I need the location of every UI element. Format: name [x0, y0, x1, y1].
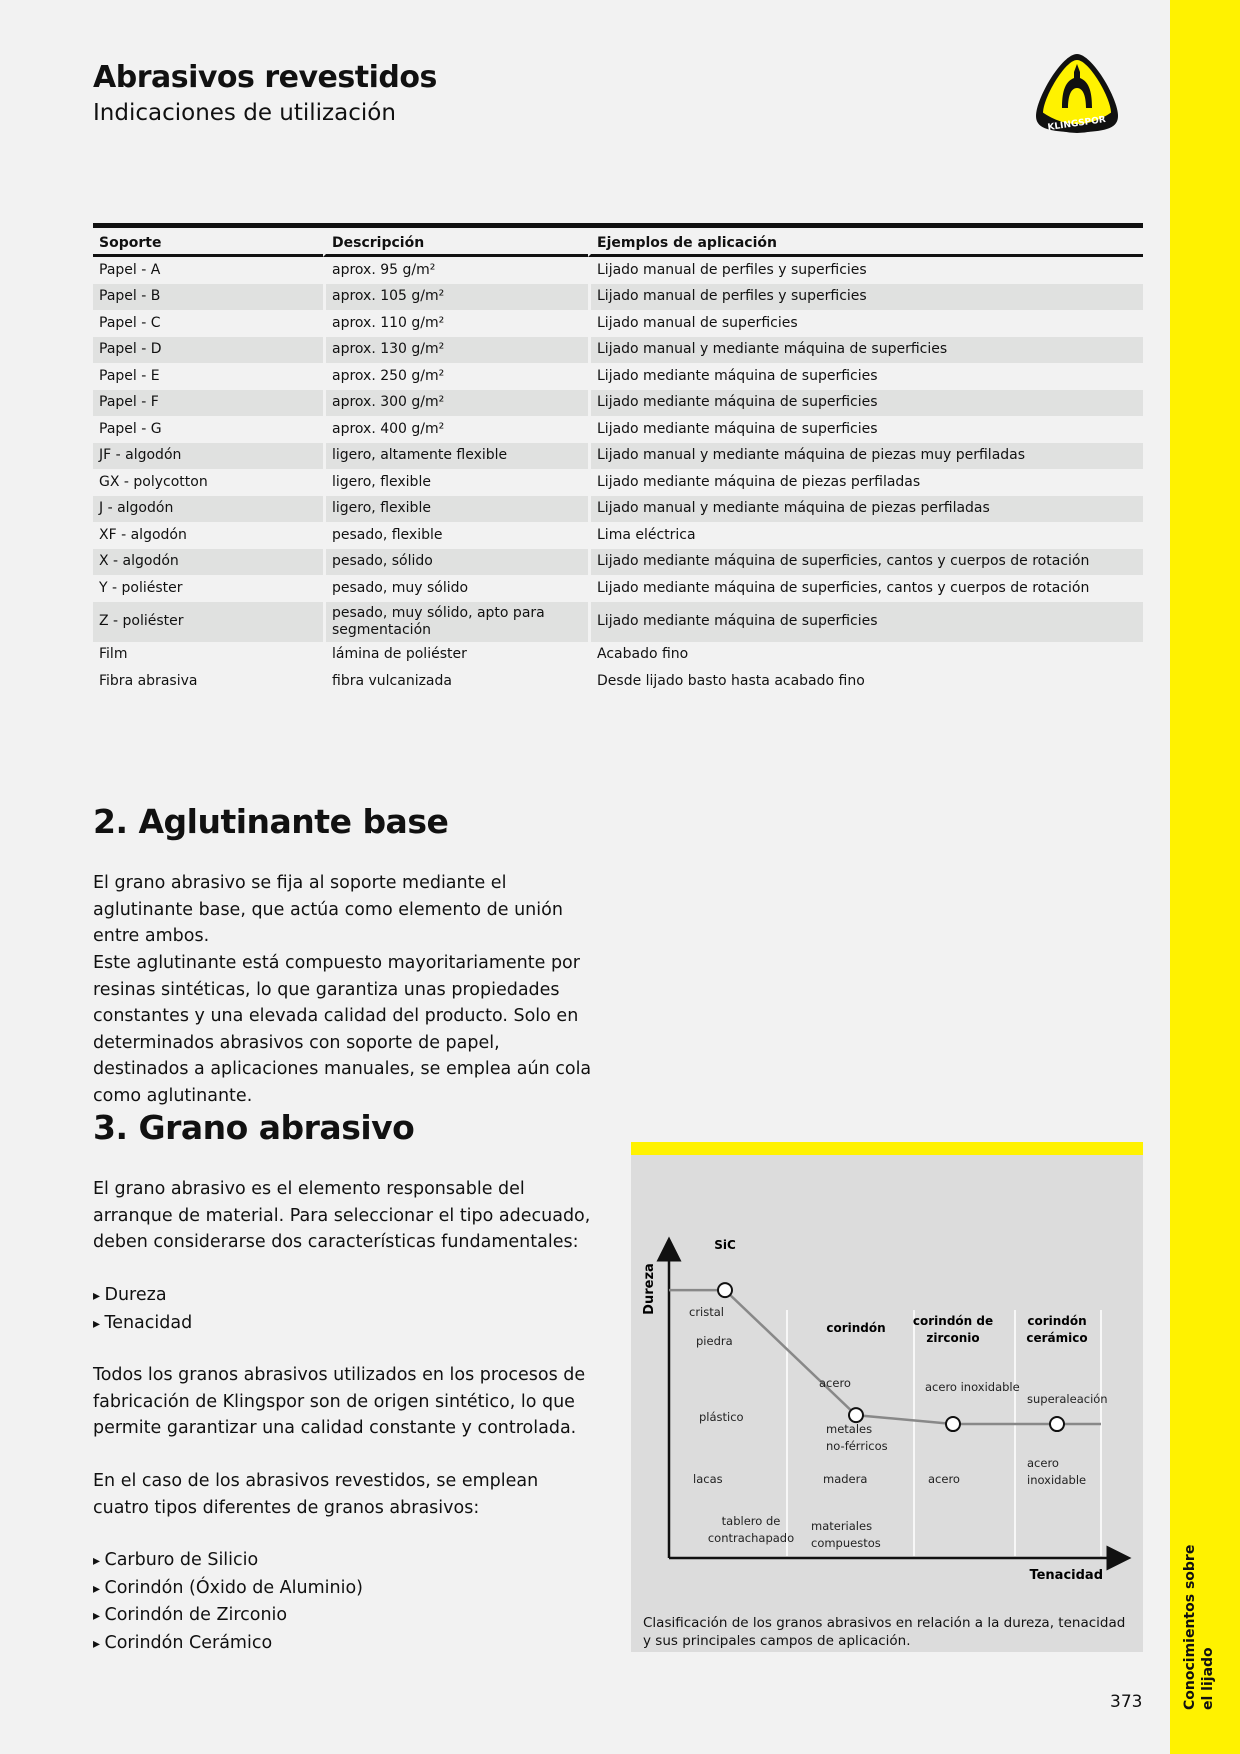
- section-2-paragraph-1: El grano abrasivo se fija al soporte mediante el aglutinante base, que actúa como elemento de unión entre ambos.: [93, 873, 563, 946]
- cell-soporte: Papel - B: [93, 284, 323, 311]
- page-subtitle: Indicaciones de utilización: [93, 100, 396, 126]
- chart-top-stripe: [631, 1142, 1143, 1155]
- point-marker-2: [849, 1408, 863, 1422]
- point-label-4: corindón cerámico: [1026, 1314, 1088, 1345]
- application-label: acero inoxidable: [1027, 1456, 1087, 1487]
- cell-aplicacion: Lijado manual y mediante máquina de piezas perfiladas: [588, 496, 1143, 523]
- table-row: [93, 284, 1143, 311]
- section-3-paragraph-1: El grano abrasivo es el elemento responsable del arranque de material. Para seleccionar el tipo adecuado, deben considerarse dos características fundamentales:: [93, 1179, 591, 1252]
- application-label: acero: [928, 1472, 960, 1486]
- cell-descripcion: pesado, flexible: [323, 522, 588, 549]
- cell-soporte: Y - poliéster: [99, 579, 183, 596]
- cell-aplicacion: Lijado manual de perfiles y superficies: [588, 257, 1143, 284]
- cell-aplicacion: Lijado mediante máquina de superficies: [588, 602, 1143, 642]
- cell-soporte: JF - algodón: [93, 443, 323, 470]
- cell-soporte: Papel - C: [99, 314, 161, 331]
- list-item: ▸ Corindón Cerámico: [93, 1630, 363, 1658]
- cell-aplicacion: Desde lijado basto hasta acabado fino: [588, 668, 1143, 695]
- cell-descripcion: aprox. 250 g/m²: [323, 363, 588, 390]
- klingspor-logo: [1034, 50, 1120, 136]
- cell-descripcion: lámina de poliéster: [323, 642, 588, 669]
- application-label: superaleación: [1027, 1392, 1108, 1406]
- cell-aplicacion: Lijado mediante máquina de superficies: [588, 390, 1143, 417]
- point-marker-1: [718, 1283, 732, 1297]
- table-row: [93, 310, 1143, 337]
- cell-aplicacion: Acabado fino: [588, 642, 1143, 669]
- header-descripcion: Descripción: [323, 228, 588, 257]
- point-marker-4: [1050, 1417, 1064, 1431]
- cell-descripcion: pesado, sólido: [323, 549, 588, 576]
- table-row: [93, 642, 1143, 669]
- application-label: metales no-férricos: [826, 1422, 888, 1453]
- cell-descripcion: ligero, flexible: [323, 496, 588, 523]
- cell-descripcion: fibra vulcanizada: [323, 668, 588, 695]
- cell-descripcion: aprox. 130 g/m²: [323, 337, 588, 364]
- cell-descripcion: aprox. 110 g/m²: [323, 310, 588, 337]
- table-row: [93, 496, 1143, 523]
- logo-text: KLINGSPOR: [1046, 114, 1107, 134]
- point-marker-3: [946, 1417, 960, 1431]
- table-row: [93, 549, 1143, 576]
- section-3-paragraph-2: Todos los granos abrasivos utilizados en los procesos de fabricación de Klingspor son de origen sintético, lo que permite garantizar una calidad constante y controlada.: [93, 1365, 586, 1438]
- application-label: tablero de contrachapado: [707, 1514, 795, 1545]
- table-row: [93, 337, 1143, 364]
- cell-soporte: X - algodón: [93, 549, 323, 576]
- cell-aplicacion: Lijado manual de superficies: [588, 310, 1143, 337]
- table-row: [93, 575, 1143, 602]
- header-ejemplos: Ejemplos de aplicación: [588, 228, 1143, 257]
- list-item: ▸ Carburo de Silicio: [93, 1547, 363, 1575]
- application-label: cristal: [689, 1305, 724, 1319]
- cell-aplicacion: Lijado mediante máquina de superficies: [588, 416, 1143, 443]
- cell-aplicacion: Lijado mediante máquina de superficies, cantos y cuerpos de rotación: [588, 549, 1143, 576]
- table-header-row: [93, 228, 1143, 257]
- cell-aplicacion: Lima eléctrica: [588, 522, 1143, 549]
- grain-classification-chart: [631, 1155, 1143, 1605]
- cell-descripcion: aprox. 105 g/m²: [323, 284, 588, 311]
- table-row: [93, 522, 1143, 549]
- application-label: plástico: [699, 1410, 744, 1424]
- cell-soporte: Fibra abrasiva: [99, 672, 198, 689]
- cell-descripcion: aprox. 300 g/m²: [323, 390, 588, 417]
- section-3-heading: 3. Grano abrasivo: [93, 1108, 415, 1147]
- table-row: [93, 363, 1143, 390]
- point-label-3: corindón de zirconio: [912, 1314, 994, 1345]
- application-label: acero: [819, 1376, 851, 1390]
- section-2-paragraph-2: Este aglutinante está compuesto mayoritariamente por resinas sintéticas, lo que garantiza unas propiedades constantes y una elevada calidad del producto. Solo en determinados abrasivos con soporte de papel, destinados a aplicaciones manuales, se emplea aún cola como aglutinante.: [93, 953, 592, 1106]
- x-axis-label: Tenacidad: [1029, 1568, 1103, 1583]
- list-item: ▸ Dureza: [93, 1282, 192, 1310]
- point-label-1: SiC: [714, 1238, 736, 1252]
- side-label-line-1: Conocimientos sobre: [1182, 1544, 1198, 1710]
- cell-aplicacion: Lijado mediante máquina de superficies: [588, 363, 1143, 390]
- section-2-heading: 2. Aglutinante base: [93, 802, 449, 841]
- cell-aplicacion: Lijado manual y mediante máquina de superficies: [588, 337, 1143, 364]
- application-label: piedra: [696, 1334, 733, 1348]
- table-row: [93, 443, 1143, 470]
- header-soporte: Soporte: [93, 228, 323, 257]
- cell-aplicacion: Lijado manual y mediante máquina de piezas muy perfiladas: [588, 443, 1143, 470]
- table-row: [93, 602, 1143, 642]
- table-row: [93, 257, 1143, 284]
- page-title: Abrasivos revestidos: [93, 60, 437, 95]
- chart-caption: Clasificación de los granos abrasivos en relación a la dureza, tenacidad y sus principales campos de aplicación.: [643, 1615, 1126, 1649]
- cell-soporte: Papel - A: [99, 261, 161, 278]
- grain-type-list: [93, 1547, 363, 1657]
- application-label: acero inoxidable: [925, 1380, 1020, 1394]
- cell-aplicacion: Lijado mediante máquina de superficies, cantos y cuerpos de rotación: [588, 575, 1143, 602]
- application-label: madera: [823, 1472, 868, 1486]
- page-number: 373: [1110, 1692, 1143, 1712]
- side-section-label: [1181, 1450, 1217, 1710]
- cell-descripcion: ligero, altamente flexible: [323, 443, 588, 470]
- cell-descripcion: aprox. 95 g/m²: [323, 257, 588, 284]
- y-axis-label: Dureza: [642, 1263, 657, 1315]
- cell-soporte: Film: [99, 646, 128, 663]
- list-item: ▸ Tenacidad: [93, 1310, 192, 1338]
- cell-descripcion: pesado, muy sólido: [323, 575, 588, 602]
- cell-aplicacion: Lijado manual de perfiles y superficies: [588, 284, 1143, 311]
- backing-table: [93, 223, 1143, 695]
- application-label: materiales compuestos: [811, 1519, 881, 1550]
- cell-descripcion: ligero, flexible: [323, 469, 588, 496]
- list-item: ▸ Corindón de Zirconio: [93, 1602, 363, 1630]
- cell-soporte: GX - polycotton: [99, 473, 208, 490]
- side-label-line-2: el lijado: [1200, 1647, 1216, 1710]
- cell-descripcion: aprox. 400 g/m²: [323, 416, 588, 443]
- cell-soporte: Papel - G: [99, 420, 162, 437]
- section-3-paragraph-3: En el caso de los abrasivos revestidos, se emplean cuatro tipos diferentes de granos abrasivos:: [93, 1471, 539, 1518]
- cell-soporte: Papel - F: [93, 390, 323, 417]
- cell-soporte: Papel - D: [93, 337, 323, 364]
- cell-soporte: XF - algodón: [99, 526, 187, 543]
- property-list: [93, 1282, 192, 1337]
- table-row: [93, 668, 1143, 695]
- cell-soporte: J - algodón: [93, 496, 323, 523]
- cell-soporte: Z - poliéster: [93, 602, 323, 642]
- point-label-2: corindón: [826, 1321, 886, 1335]
- table-row: [93, 416, 1143, 443]
- list-item: ▸ Corindón (Óxido de Aluminio): [93, 1575, 363, 1603]
- cell-aplicacion: Lijado mediante máquina de piezas perfiladas: [588, 469, 1143, 496]
- cell-soporte: Papel - E: [99, 367, 160, 384]
- cell-descripcion: pesado, muy sólido, apto para segmentación: [323, 602, 588, 642]
- application-label: lacas: [693, 1472, 723, 1486]
- table-row: [93, 390, 1143, 417]
- table-row: [93, 469, 1143, 496]
